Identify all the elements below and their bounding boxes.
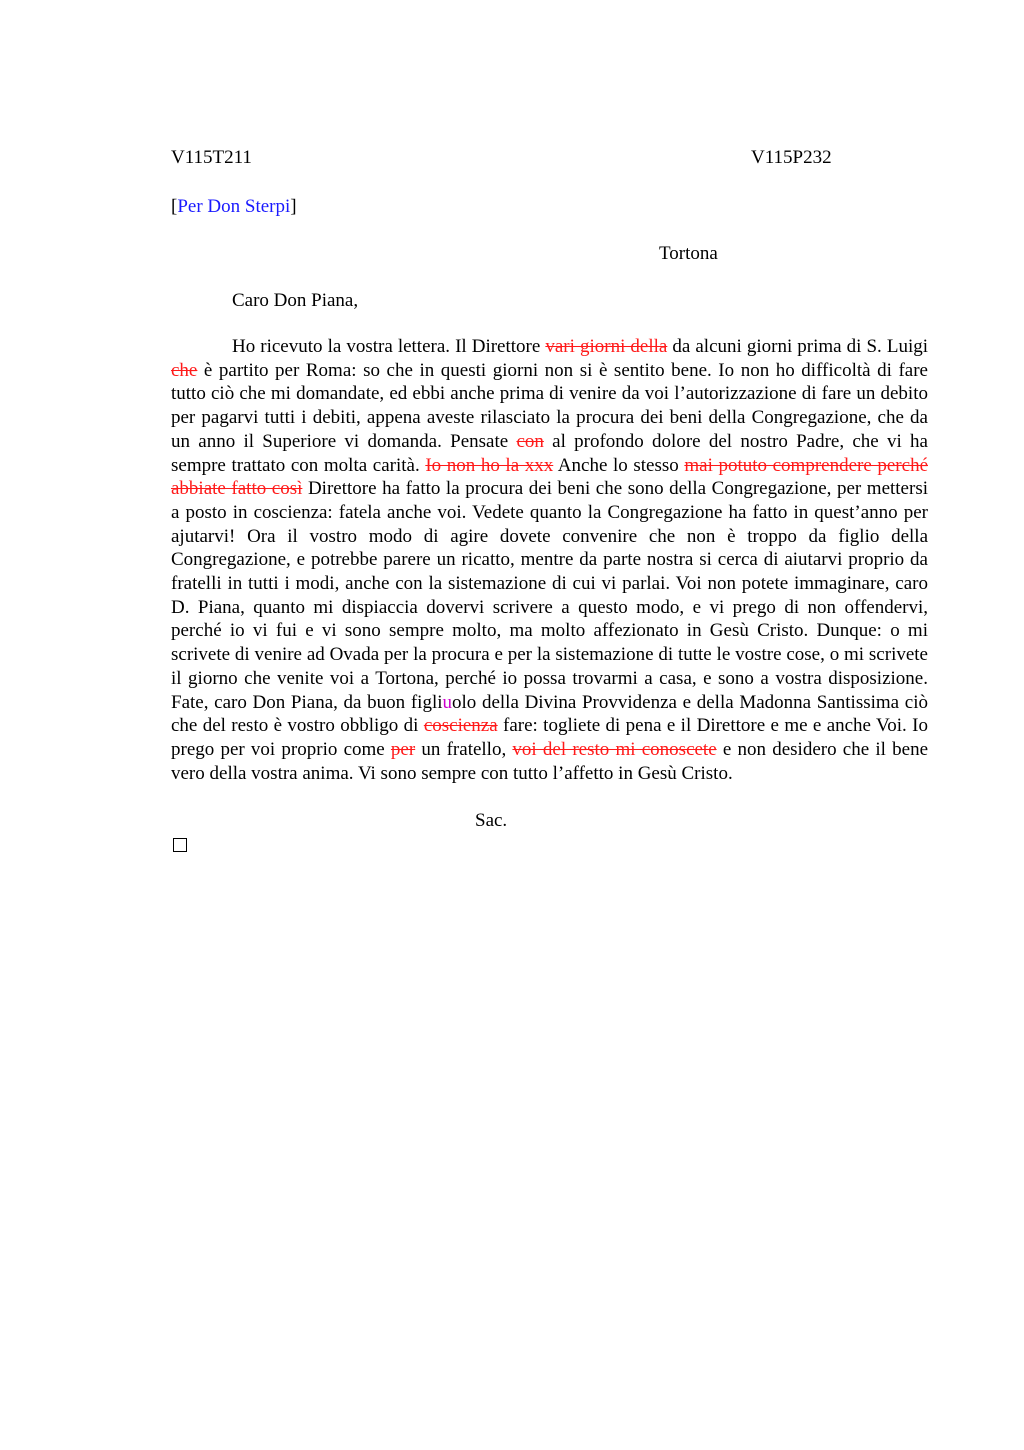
- letter-body: [171, 335, 928, 785]
- deleted-text: con: [516, 430, 544, 452]
- recipient-note: [171, 194, 931, 220]
- letter-page: [171, 145, 931, 858]
- body-text-segment: è partito per Roma: so che in questi giorni non si è sentito bene. Io non ho difficoltà di fare tutto ciò che mi domandate, ed ebbi anche prima di venire da voi l’autorizzazione di fare un debito per pagarvi tutti i debiti, appena aveste rilasciato la procura dei beni della Congregazione, che da un anno il Superiore vi domanda. Pensate: [171, 359, 928, 452]
- body-text-segment: un fratello,: [415, 738, 513, 760]
- deleted-text: voi del resto mi conoscete: [512, 738, 717, 760]
- deleted-text: coscienza: [423, 715, 498, 737]
- place-name: Tortona: [659, 243, 718, 264]
- salutation: Caro Don Piana,: [232, 290, 359, 311]
- square-box-icon: [173, 838, 187, 852]
- recipient-close-bracket: ]: [290, 196, 297, 217]
- signature: Sac.: [475, 810, 508, 832]
- body-text-segment: olo della Divina Provvidenza e della Madonna Santissima ciò che del resto è vostro obbligo di: [171, 691, 928, 737]
- body-text-segment: Ho ricevuto la vostra lettera. Il Direttore: [232, 336, 546, 357]
- body-text-segment: da alcuni giorni prima di S. Luigi: [667, 336, 928, 357]
- code-left: V115T211: [171, 147, 252, 168]
- body-text-segment: al profondo dolore del nostro Padre, che vi ha sempre trattato con molta carità.: [171, 430, 928, 476]
- deleted-text: mai potuto comprendere perché abbiate fatto così: [171, 454, 928, 500]
- body-text-segment: Direttore ha fatto la procura dei beni che sono della Congregazione, per mettersi a posto in coscienza: fatela anche voi. Vedete quanto la Congregazione ha fatto in quest’anno per ajutarvi! Ora il vostro modo di agire dovete convenire che non è troppo da figlio della Congregazione, e potrebbe parere un ricatto, mentre da parte nostra si cerca di aiutarvi proprio da fratelli in tutti i modi, anche con la sistemazione di cui vi parlai. Voi non potete immaginare, caro D. Piana, quanto mi dispiaccia dovervi scrivere a questo modo, e vi prego di non offendervi, perché io vi fui e vi sono sempre molto, ma molto affezionato in Gesù Cristo. Dunque: o mi scrivete di venire ad Ovada per la procura e per la sistemazione di tutte le vostre cose, o mi scrivete il giorno che venite voi a Tortona, perché io possa trovarmi a casa, e sono a vostra disposizione. Fate, caro Don Piana, da buon figli: [171, 478, 928, 713]
- body-text-segment: fare: togliete di pena e il Direttore e me e anche Voi. Io prego per voi proprio come: [171, 715, 928, 760]
- deleted-text: per: [390, 738, 416, 760]
- recipient-open-bracket: [: [171, 196, 178, 217]
- code-right: V115P232: [751, 147, 832, 168]
- inserted-text: u: [442, 691, 453, 713]
- body-text-segment: e non desidero che il bene vero della vostra anima. Vi sono sempre con tutto l’affetto in Gesù Cristo.: [171, 738, 928, 784]
- deleted-text: vari giorni della: [545, 336, 668, 357]
- body-text-segment: Anche lo stesso: [553, 454, 685, 476]
- deleted-text: Io non ho la xxx: [425, 454, 554, 476]
- document-codes: [171, 145, 931, 171]
- deleted-text: che: [171, 359, 198, 381]
- end-marker-row: [171, 834, 931, 858]
- recipient-name: Per Don Sterpi: [177, 196, 291, 217]
